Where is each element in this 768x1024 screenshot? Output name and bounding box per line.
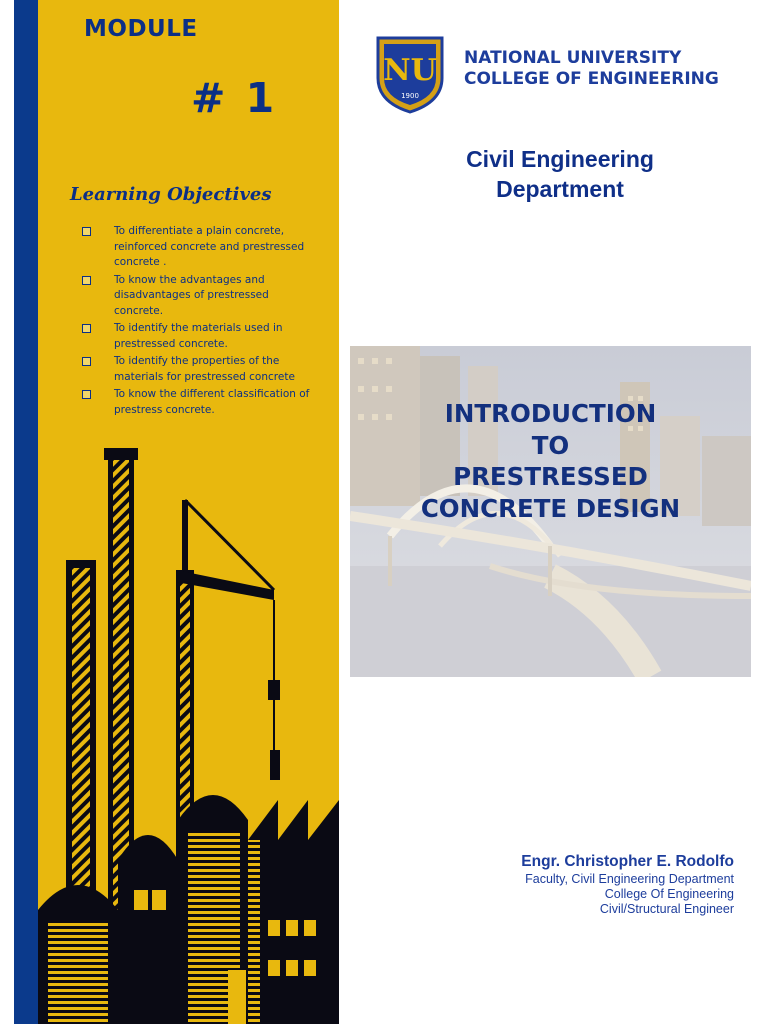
- construction-skyline-illustration: [38, 440, 339, 1024]
- nu-shield-logo-icon: [374, 34, 446, 114]
- learning-objectives-list: [78, 224, 318, 420]
- objective-item: [78, 273, 318, 320]
- hollow-square-bullet-icon: [82, 227, 91, 236]
- module-number: # 1: [191, 74, 275, 122]
- author-name: Engr. Christopher E. Rodolfo: [521, 853, 734, 870]
- objective-item: [78, 354, 318, 385]
- college-name-line: COLLEGE OF ENGINEERING: [464, 69, 719, 89]
- title-line: PRESTRESSED: [453, 462, 648, 491]
- logo-monogram: NU: [383, 53, 437, 88]
- hollow-square-bullet-icon: [82, 357, 91, 366]
- objective-text: To identify the properties of the materials for prestressed concrete: [114, 355, 295, 383]
- objective-item: [78, 387, 318, 418]
- author-college: College Of Engineering: [604, 887, 734, 901]
- title-line: INTRODUCTION: [444, 399, 657, 428]
- university-name-line: NATIONAL UNIVERSITY: [464, 48, 682, 68]
- left-blue-band: [14, 0, 38, 1024]
- hollow-square-bullet-icon: [82, 324, 91, 333]
- hollow-square-bullet-icon: [82, 276, 91, 285]
- author-specialization: Civil/Structural Engineer: [599, 902, 734, 916]
- hollow-square-bullet-icon: [82, 390, 91, 399]
- author-block: [521, 852, 734, 917]
- objective-item: [78, 321, 318, 352]
- department-line: Civil Engineering: [466, 146, 654, 172]
- objective-item: [78, 224, 318, 271]
- objective-text: To identify the materials used in prestressed concrete.: [114, 322, 283, 350]
- department-line: Department: [496, 176, 624, 202]
- document-title: [350, 398, 751, 524]
- module-sidebar-panel: [38, 0, 339, 1024]
- title-line: TO: [531, 430, 570, 460]
- objective-text: To know the advantages and disadvantages of prestressed concrete.: [114, 273, 269, 317]
- author-position: Faculty, Civil Engineering Department: [525, 872, 734, 886]
- department-title: [400, 144, 720, 204]
- cover-hero-image: [350, 346, 751, 677]
- objective-text: To differentiate a plain concrete, reinforced concrete and prestressed concrete .: [114, 225, 305, 268]
- objective-text: To know the different classification of prestress concrete.: [114, 388, 310, 416]
- module-label: MODULE: [84, 16, 198, 42]
- logo-year: 1900: [401, 92, 419, 100]
- title-line: CONCRETE DESIGN: [420, 493, 681, 523]
- learning-objectives-heading: Learning Objectives: [70, 184, 272, 205]
- university-name: [464, 48, 719, 90]
